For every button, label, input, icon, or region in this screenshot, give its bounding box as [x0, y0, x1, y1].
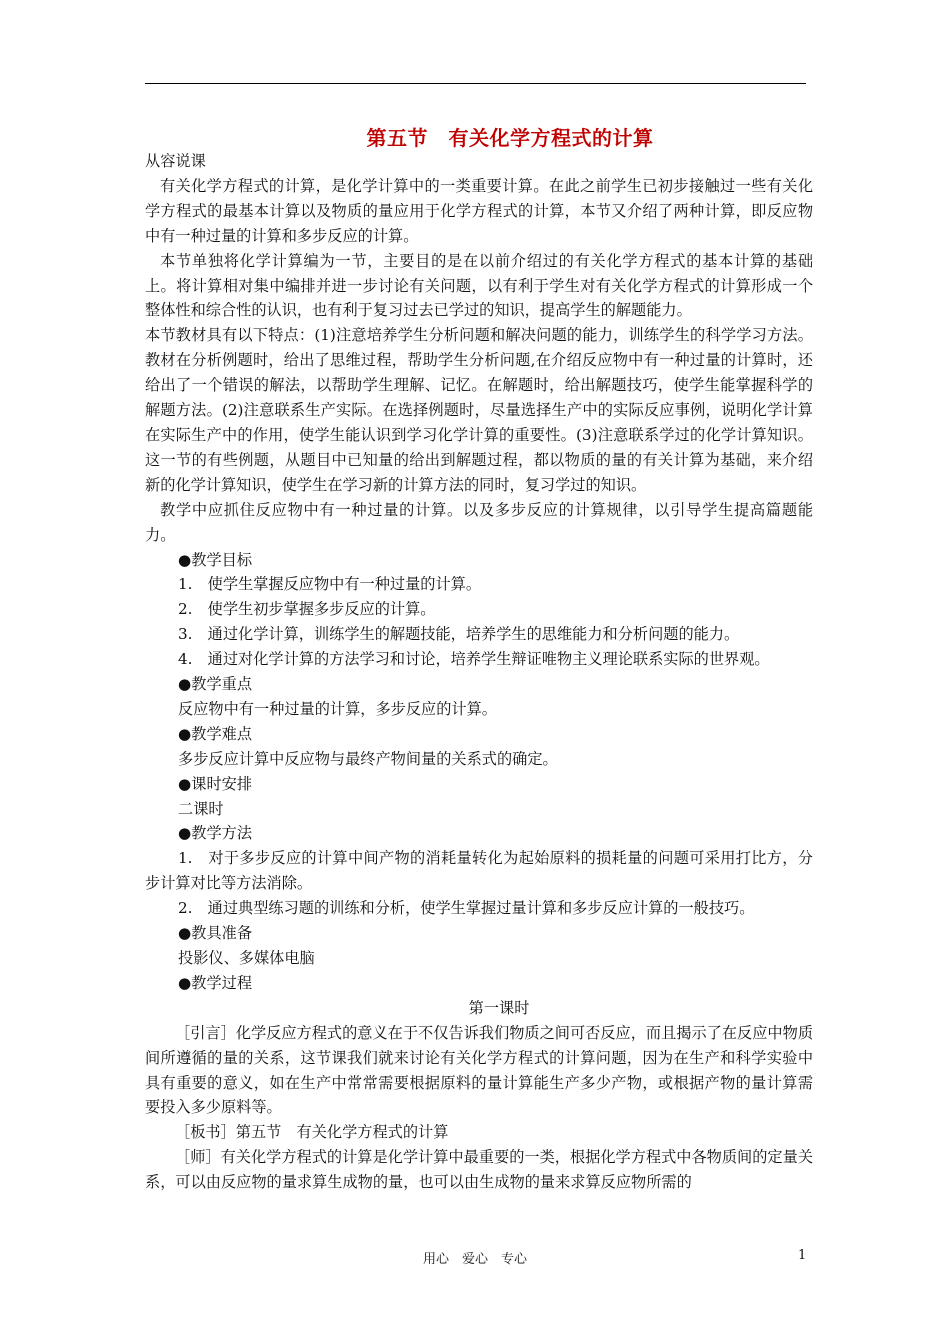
- focus-heading: ●教学重点: [178, 675, 253, 694]
- section-label: 从容说课: [145, 152, 206, 170]
- lesson-teacher: ［师］有关化学方程式的计算是化学计算中最重要的一类，根据化学方程式中各物质间的定量关系，可以由反应物的量求算生成物的量，也可以由生成物的量来求算反应物所需的: [145, 1148, 813, 1192]
- lesson-board: ［板书］第五节 有关化学方程式的计算: [175, 1123, 449, 1142]
- lesson-intro: ［引言］化学反应方程式的意义在于不仅告诉我们物质之间可否反应，而且揭示了在反应中物质间所遵循的量的关系，这节课我们就来讨论有关化学方程式的计算问题，因为在生产和科学实验中具有重要的意义，如在生产中常常需要根据原料的量计算能生产多少产物，或根据产物的量计算需要投入多少原料等。: [145, 1023, 813, 1117]
- objective-item: 2. 使学生初步掌握多步反应的计算。: [178, 600, 436, 619]
- page-number: 1: [798, 1248, 807, 1263]
- paragraph-1: 有关化学方程式的计算，是化学计算中的一类重要计算。在此之前学生已初步接触过一些有关化学方程式的最基本计算以及物质的量应用于化学方程式的计算，本节又介绍了两种计算，即反应物中有一种过量的计算和多步反应的计算。: [145, 176, 813, 245]
- difficulty-heading: ●教学难点: [178, 724, 253, 743]
- schedule-heading: ●课时安排: [178, 774, 253, 793]
- objectives-heading: ●教学目标: [178, 550, 253, 569]
- paragraph-2: 本节单独将化学计算编为一节，主要目的是在以前介绍过的有关化学方程式的基本计算的基础上。将计算相对集中编排并进一步讨论有关问题，以有利于学生对有关化学方程式的计算形成一个整体性和综合性的认识，也有利于复习过去已学过的知识，提高学生的解题能力。: [145, 251, 813, 320]
- paragraph-3: 本节教材具有以下特点：(1)注意培养学生分析问题和解决问题的能力，训练学生的科学学习方法。教材在分析例题时，给出了思维过程，帮助学生分析问题,在介绍反应物中有一种过量的计算时，还给出了一个错误的解法，以帮助学生理解、记忆。在解题时，给出解题技巧，使学生能掌握科学的解题方法。(2)注意联系生产实际。在选择例题时，尽量选择生产中的实际反应事例，说明化学计算在实际生产中的作用，使学生能认识到学习化学计算的重要性。(3)注意联系学过的化学计算知识。这一节的有些例题，从题目中已知量的给出到解题过程，都以物质的量的有关计算为基础，来介绍新的化学计算知识，使学生在学习新的计算方法的同时，复习学过的知识。: [145, 326, 813, 494]
- objective-item: 4. 通过对化学计算的方法学习和讨论，培养学生辩证唯物主义理论联系实际的世界观。: [178, 650, 770, 669]
- process-heading: ●教学过程: [178, 973, 253, 992]
- footer-motto: 用心 爱心 专心: [422, 1252, 527, 1267]
- method-item: 2. 通过典型练习题的训练和分析，使学生掌握过量计算和多步反应计算的一般技巧。: [178, 899, 755, 918]
- schedule-text: 二课时: [178, 799, 224, 818]
- focus-text: 反应物中有一种过量的计算，多步反应的计算。: [178, 699, 497, 718]
- paragraph-4: 教学中应抓住反应物中有一种过量的计算。以及多步反应的计算规律，以引导学生提高篇题能力。: [145, 500, 813, 544]
- document-body: [145, 149, 813, 1195]
- header-rule: [145, 83, 806, 84]
- lesson-title: 第一课时: [468, 998, 530, 1017]
- section-title: 第五节 有关化学方程式的计算: [366, 126, 654, 150]
- difficulty-text: 多步反应计算中反应物与最终产物间量的关系式的确定。: [178, 749, 558, 768]
- method-item: 1. 对于多步反应的计算中间产物的消耗量转化为起始原料的损耗量的问题可采用打比方，分步计算对比等方法消除。: [145, 849, 813, 893]
- objective-item: 3. 通过化学计算，训练学生的解题技能，培养学生的思维能力和分析问题的能力。: [178, 625, 740, 644]
- tools-heading: ●教具准备: [178, 924, 253, 943]
- objective-item: 1. 使学生掌握反应物中有一种过量的计算。: [178, 575, 482, 594]
- methods-heading: ●教学方法: [178, 824, 253, 843]
- tools-text: 投影仪、多媒体电脑: [178, 949, 315, 967]
